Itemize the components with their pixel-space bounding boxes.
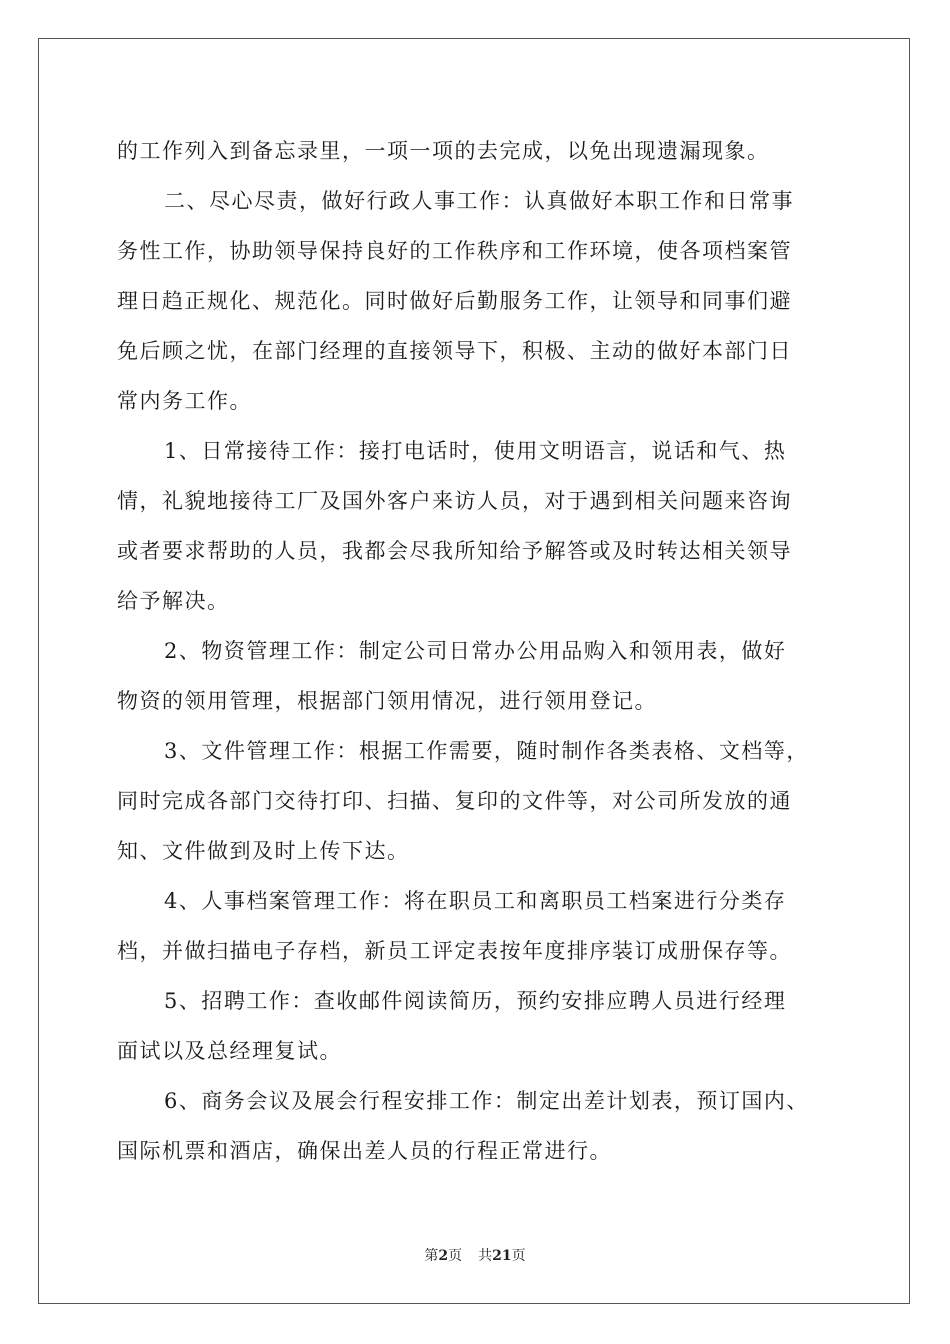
text-line: 给予解决。 [117,589,230,613]
page-suffix: 页 [448,1248,463,1264]
text-line: 或者要求帮助的人员，我都会尽我所知给予解答或及时转达相关领导 [117,539,792,563]
total-prefix: 共 [478,1248,493,1264]
text-line: 同时完成各部门交待打印、扫描、复印的文件等，对公司所发放的通 [117,789,792,813]
text-line: 知、文件做到及时上传下达。 [117,839,410,863]
paragraph-line: 4、人事档案管理工作：将在职员工和离职员工档案进行分类存 [164,889,787,913]
page-prefix: 第 [424,1248,439,1264]
text-line: 的工作列入到备忘录里，一项一项的去完成，以免出现遗漏现象。 [117,139,770,163]
text-line: 免后顾之忧，在部门经理的直接领导下，积极、主动的做好本部门日 [117,339,792,363]
paragraph-line: 3、文件管理工作：根据工作需要，随时制作各类表格、文档等， [164,739,809,763]
text-line: 情，礼貌地接待工厂及国外客户来访人员，对于遇到相关问题来咨询 [117,489,792,513]
paragraph-line: 6、商务会议及展会行程安排工作：制定出差计划表，预订国内、 [164,1089,809,1113]
paragraph-line: 二、尽心尽责，做好行政人事工作：认真做好本职工作和日常事 [164,189,794,213]
text-line: 物资的领用管理，根据部门领用情况，进行领用登记。 [117,689,657,713]
page-footer [0,1246,950,1266]
text-line: 面试以及总经理复试。 [117,1039,342,1063]
total-suffix: 页 [511,1248,526,1264]
paragraph-line: 2、物资管理工作：制定公司日常办公用品购入和领用表，做好 [164,639,787,663]
document-body [117,126,837,1176]
text-line: 理日趋正规化、规范化。同时做好后勤服务工作，让领导和同事们避 [117,289,792,313]
paragraph-line: 1、日常接待工作：接打电话时，使用文明语言，说话和气、热 [164,439,787,463]
paragraph-line: 5、招聘工作：查收邮件阅读简历，预约安排应聘人员进行经理 [164,989,787,1013]
text-line: 常内务工作。 [117,389,252,413]
page-number: 2 [438,1248,449,1264]
text-line: 务性工作，协助领导保持良好的工作秩序和工作环境，使各项档案管 [117,239,792,263]
text-line: 国际机票和酒店，确保出差人员的行程正常进行。 [117,1139,612,1163]
total-pages: 21 [492,1248,512,1264]
text-line: 档，并做扫描电子存档，新员工评定表按年度排序装订成册保存等。 [117,939,792,963]
